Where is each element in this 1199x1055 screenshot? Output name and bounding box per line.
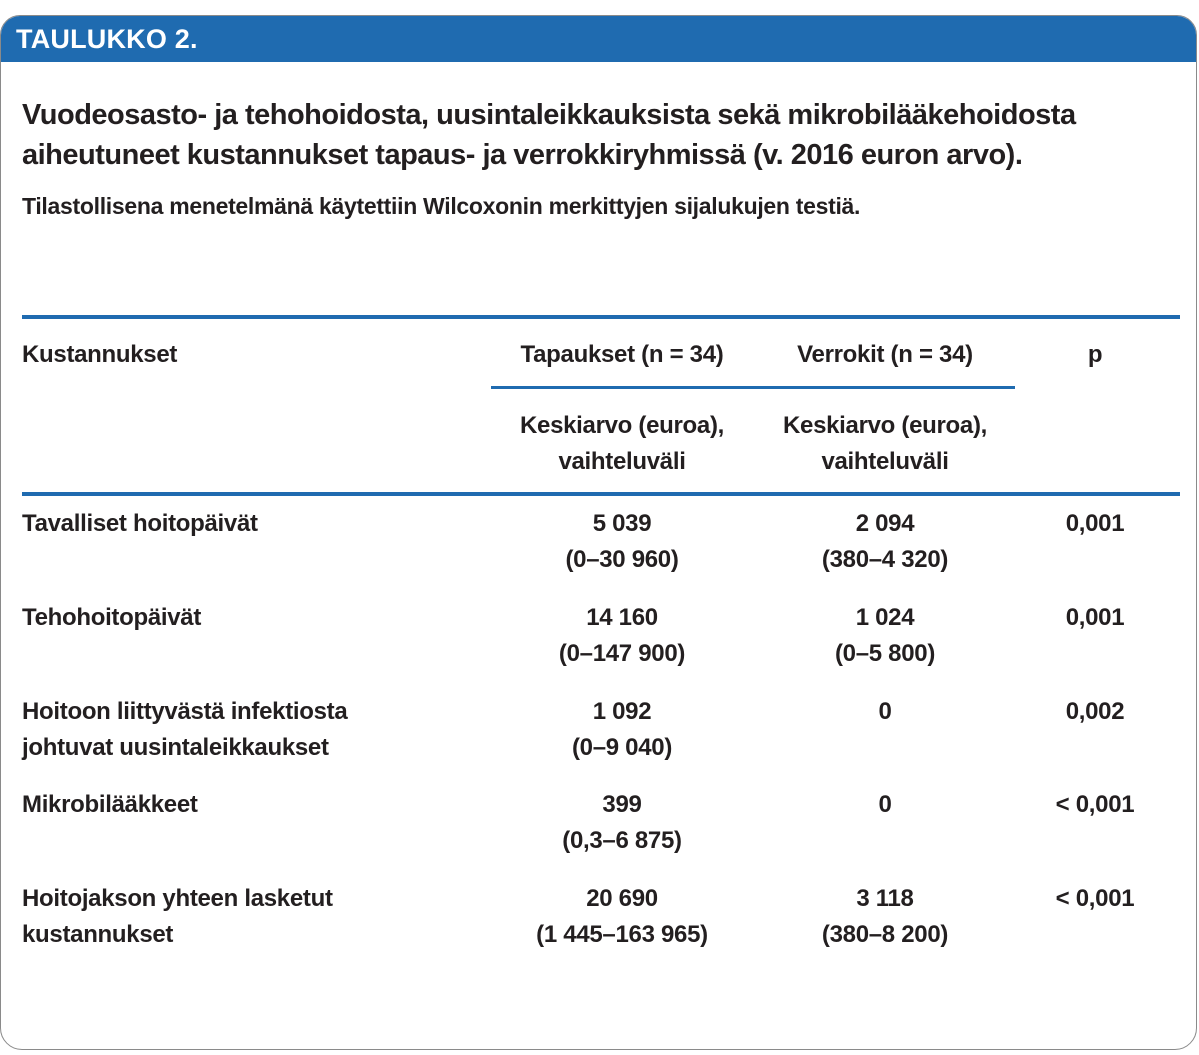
range-value: (0,3–6 875)	[562, 827, 682, 854]
row-label-line: Mikrobilääkkeet	[22, 791, 198, 818]
row-label	[22, 787, 198, 823]
row-controls-value	[755, 600, 1015, 672]
table-title: Vuodeosasto- ja tehohoidosta, uusintaleikkauksista sekä mikrobilääkehoidosta aiheutuneet kustannukset tapaus- ja verrokkiryhmissä (v. 2016 euron arvo).	[22, 99, 1076, 171]
row-cases-value	[491, 787, 753, 859]
range-value: (0–30 960)	[565, 546, 679, 573]
row-label	[22, 506, 258, 542]
row-label	[22, 881, 333, 953]
row-label	[22, 694, 347, 766]
row-cases-value	[491, 881, 753, 953]
range-value: (1 445–163 965)	[536, 921, 708, 948]
col-header-controls: Verrokit (n = 34)	[797, 341, 973, 368]
col-header-cases: Tapaukset (n = 34)	[520, 341, 724, 368]
row-controls-value	[755, 787, 1015, 823]
row-label-line: johtuvat uusintaleikkaukset	[22, 734, 329, 761]
row-label-line: Hoitoon liittyvästä infektiosta	[22, 698, 348, 725]
header-bottom-rule	[22, 492, 1180, 496]
row-label-line: Tehohoitopäivät	[22, 604, 202, 631]
row-controls-value	[755, 881, 1015, 953]
mean-value: 14 160	[586, 604, 658, 631]
mean-value: 0	[878, 791, 892, 818]
table-top-rule	[22, 315, 1180, 319]
col-subheader-cases-line2: vaihteluväli	[558, 448, 686, 475]
range-value: (380–4 320)	[821, 546, 949, 573]
mean-value: 0	[878, 698, 892, 725]
row-p-value: 0,001	[1065, 604, 1125, 631]
mean-value: 5 039	[592, 510, 652, 537]
mean-value: 1 024	[855, 604, 915, 631]
table-header-bar	[1, 16, 1196, 62]
range-value: (380–8 200)	[821, 921, 949, 948]
row-label-line: Tavalliset hoitopäivät	[22, 510, 258, 537]
col-subheader-cases-line1: Keskiarvo (euroa),	[519, 412, 724, 439]
col-header-p: p	[1087, 341, 1103, 368]
col-subheader-controls-line1: Keskiarvo (euroa),	[782, 412, 987, 439]
row-label	[22, 600, 201, 636]
row-cases-value	[491, 600, 753, 672]
col-header-costs: Kustannukset	[22, 341, 178, 368]
mean-value: 2 094	[855, 510, 915, 537]
row-controls-value	[755, 694, 1015, 730]
range-value: (0–9 040)	[571, 734, 673, 761]
mean-value: 1 092	[592, 698, 652, 725]
row-cases-value	[491, 694, 753, 766]
row-controls-value	[755, 506, 1015, 578]
row-p-value: 0,002	[1065, 698, 1125, 725]
row-label-line: kustannukset	[22, 921, 174, 948]
mean-value: 20 690	[586, 885, 658, 912]
row-p-value: 0,001	[1065, 510, 1125, 537]
mean-value: 3 118	[856, 885, 914, 912]
mean-value: 399	[602, 791, 642, 818]
row-p-value: < 0,001	[1055, 791, 1135, 818]
col-subheader-cases	[491, 408, 753, 480]
row-label-line: Hoitojakson yhteen lasketut	[22, 885, 333, 912]
range-value: (0–5 800)	[834, 640, 936, 667]
col-subheader-controls	[755, 408, 1015, 480]
range-value: (0–147 900)	[558, 640, 686, 667]
row-cases-value	[491, 506, 753, 578]
col-subheader-controls-line2: vaihteluväli	[821, 448, 949, 475]
group-header-rule	[491, 386, 1015, 389]
table-number-label: TAULUKKO 2.	[16, 23, 198, 54]
table-subtitle: Tilastollisena menetelmänä käytettiin Wilcoxonin merkittyjen sijalukujen testiä.	[22, 193, 861, 219]
row-p-value: < 0,001	[1055, 885, 1135, 912]
